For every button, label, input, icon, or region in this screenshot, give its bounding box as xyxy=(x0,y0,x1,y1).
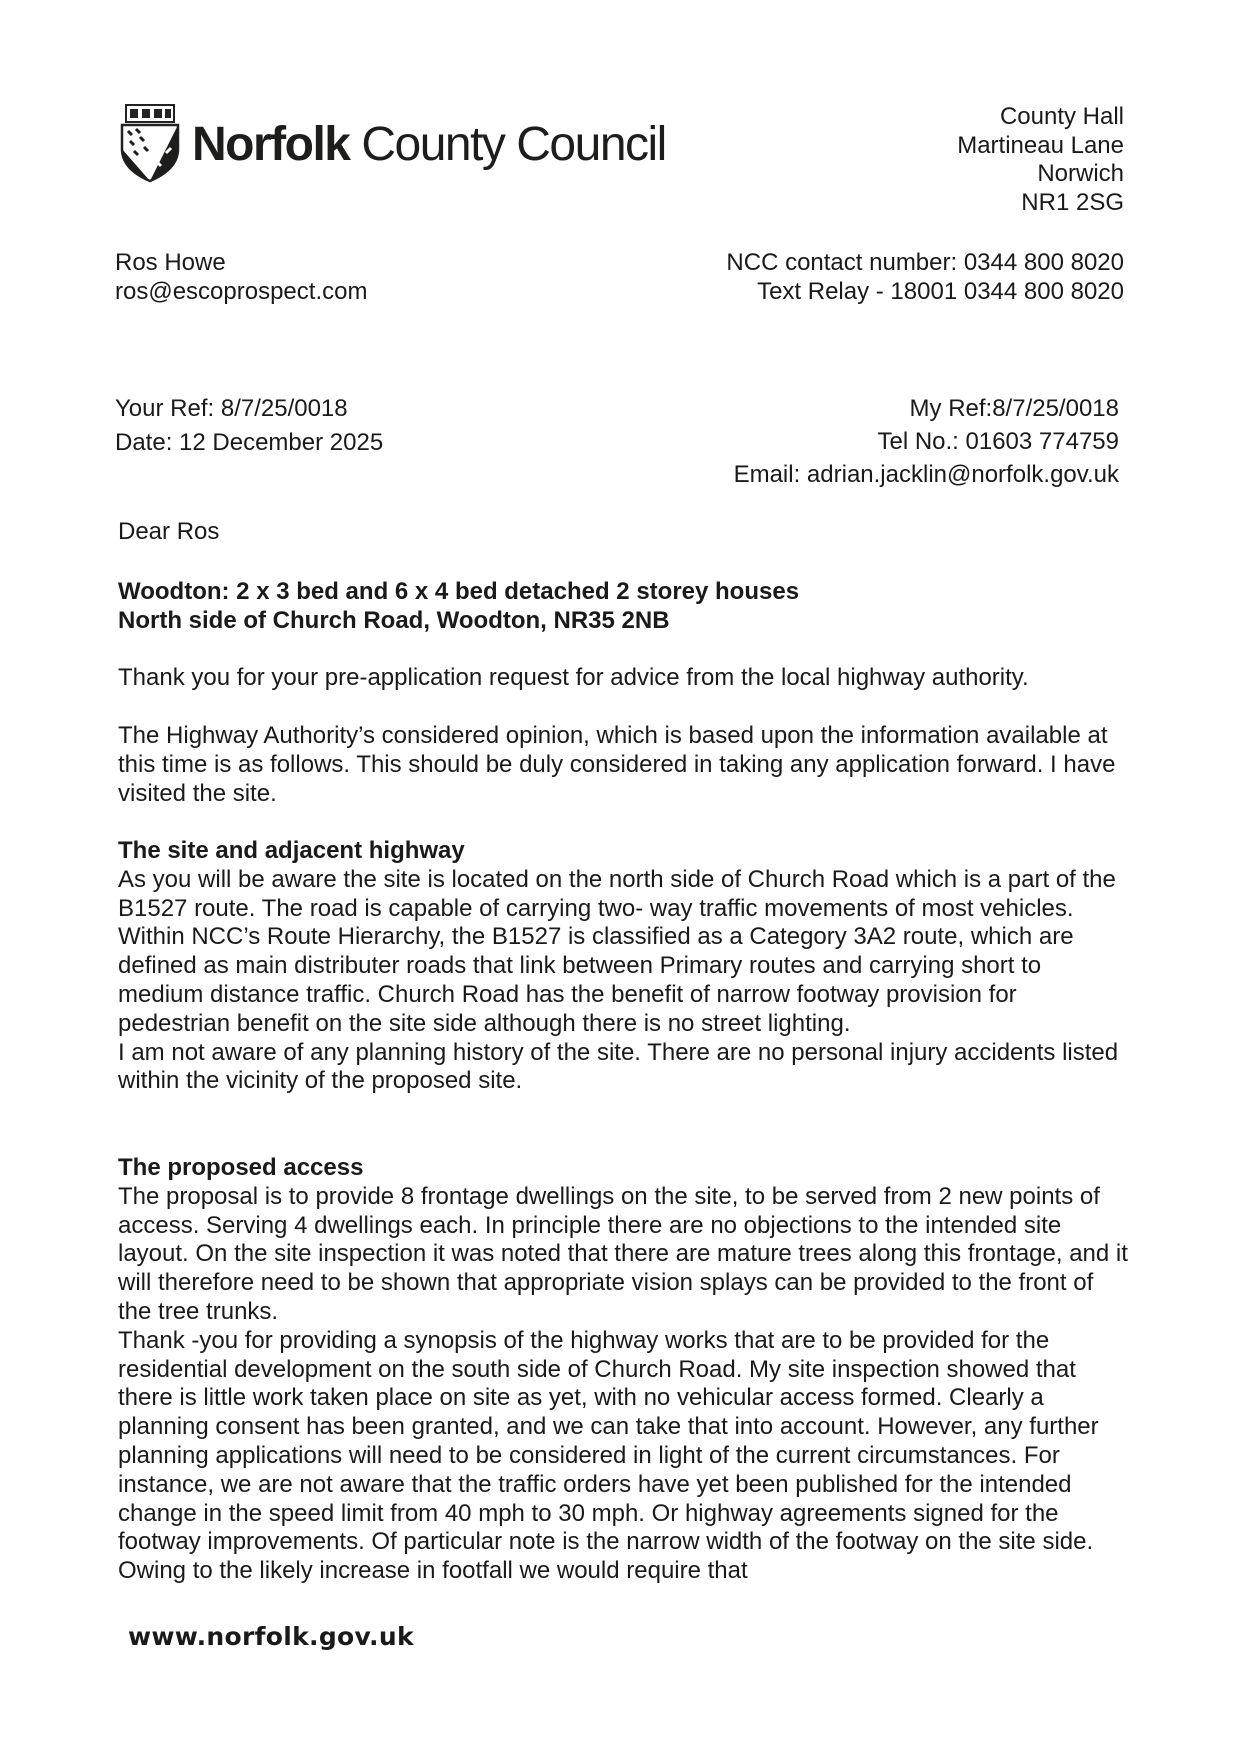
salutation: Dear Ros xyxy=(118,518,220,545)
ncc-contact-number: NCC contact number: 0344 800 8020 xyxy=(726,249,1124,276)
section-paragraph: Thank -you for providing a synopsis of the highway works that are to be provided for the residential development on the south side of Church Road. My site inspection showed that there is little work taken place on site as yet, with no vehicular access formed. Clearly a planning consent has been granted, and we can take that into account. However, any further planning applications will need to be considered in light of the current circumstances. For instance, we are not aware that the traffic orders have yet been published for the intended change in the speed limit from 40 mph to 30 mph. Or highway agreements signed for the footway improvements. Of particular note is the narrow width of the footway on the site side. Owing to the likely increase in footfall we would require that xyxy=(118,1326,1099,1585)
contact-block xyxy=(726,248,1124,306)
address-line: Norwich xyxy=(1037,160,1124,187)
subject-line: North side of Church Road, Woodton, NR35 2NB xyxy=(118,607,670,634)
section-heading: The site and adjacent highway xyxy=(118,837,465,864)
your-ref-block xyxy=(115,392,383,460)
tel-number: Tel No.: 01603 774759 xyxy=(877,428,1119,455)
recipient-name: Ros Howe xyxy=(115,249,226,276)
letter-date: Date: 12 December 2025 xyxy=(115,429,384,456)
recipient-email: ros@escoprospect.com xyxy=(115,278,368,305)
logo-wordmark xyxy=(192,119,666,171)
opinion-text: The Highway Authority’s considered opinion, which is based upon the information available at this time is as follows. This should be duly considered in taking any application forward. I have visited the site. xyxy=(118,722,1116,807)
address-line: NR1 2SG xyxy=(1021,188,1124,216)
opinion-paragraph xyxy=(118,722,1128,808)
council-address xyxy=(957,103,1124,217)
council-logo xyxy=(120,103,666,183)
subject-line: Woodton: 2 x 3 bed and 6 x 4 bed detached 2 storey houses xyxy=(118,578,800,605)
section-site-highway xyxy=(118,837,1128,1096)
recipient-block xyxy=(115,248,367,306)
section-paragraph: I am not aware of any planning history of the site. There are no personal injury accidents listed within the vicinity of the proposed site. xyxy=(118,1038,1119,1095)
your-ref: Your Ref: 8/7/25/0018 xyxy=(115,395,348,422)
logo-name-rest: County Council xyxy=(361,118,666,171)
address-line: Martineau Lane xyxy=(957,131,1124,159)
footer-website: www.norfolk.gov.uk xyxy=(128,1622,414,1651)
intro-paragraph xyxy=(118,664,1128,693)
coat-of-arms-icon xyxy=(120,103,180,183)
address-line: County Hall xyxy=(999,103,1124,130)
my-ref: My Ref:8/7/25/0018 xyxy=(909,395,1119,422)
my-ref-block xyxy=(734,392,1119,491)
section-paragraph: As you will be aware the site is located on the north side of Church Road which is a part of the B1527 route. The road is capable of carrying two- way traffic movements of most vehicles. xyxy=(118,865,1116,922)
intro-text: Thank you for your pre-application request for advice from the local highway authority. xyxy=(118,664,1029,691)
subject xyxy=(118,577,799,635)
section-paragraph: The proposal is to provide 8 frontage dwellings on the site, to be served from 2 new points of access. Serving 4 dwellings each. In principle there are no objections to the intended site layout. On the site inspection it was noted that there are mature trees along this frontage, and it will therefore need to be shown that appropriate vision splays can be provided to the front of the tree trunks. xyxy=(118,1182,1128,1325)
logo-name-bold: Norfolk xyxy=(192,118,350,171)
officer-email: Email: adrian.jacklin@norfolk.gov.uk xyxy=(733,461,1119,488)
section-paragraph: Within NCC’s Route Hierarchy, the B1527 is classified as a Category 3A2 route, which are defined as main distributer roads that link between Primary routes and carrying short to medium distance traffic. Church Road has the benefit of narrow footway provision for pedestrian benefit on the site side although there is no street lighting. xyxy=(118,923,1074,1037)
section-proposed-access xyxy=(118,1154,1128,1586)
section-heading: The proposed access xyxy=(118,1154,364,1181)
text-relay-number: Text Relay - 18001 0344 800 8020 xyxy=(757,278,1124,305)
